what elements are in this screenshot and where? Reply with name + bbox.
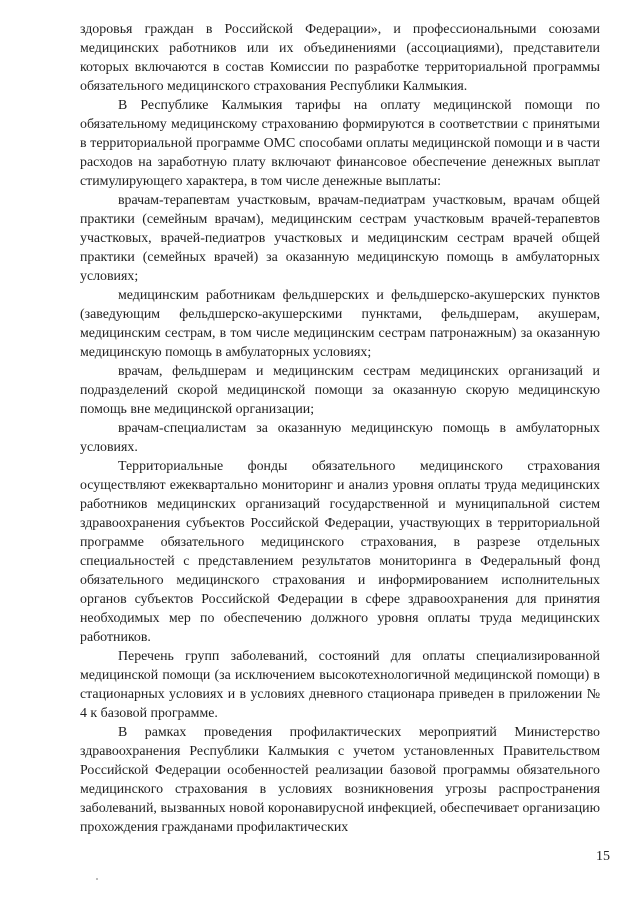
paragraph-2: В Республике Калмыкия тарифы на оплату медицинской помощи по обязательному медицинскому страхованию формируются в соответствии с принятыми в территориальной программе ОМС способами оплаты медицинской помощи и в части расходов на заработную плату включают финансовое обеспечение денежных выплат стимулирующего характера, в том числе денежные выплаты: xyxy=(80,98,600,189)
document-body xyxy=(80,20,600,837)
paragraph-4: медицинским работникам фельдшерских и фельдшерско-акушерских пунктов (заведующим фельдшерско-акушерскими пунктами, фельдшерам, акушерам, медицинским сестрам, в том числе медицинским сестрам патронажным) за оказанную медицинскую помощь в амбулаторных условиях; xyxy=(80,288,600,360)
paragraph-7: Территориальные фонды обязательного медицинского страхования осуществляют ежеквартально мониторинг и анализ уровня оплаты труда медицинских работников медицинских организаций государственной и муниципальной систем здравоохранения субъектов Российской Федерации, участвующих в территориальной программе обязательного медицинского страхования, в разрезе отдельных специальностей с представлением результатов мониторинга в Федеральный фонд обязательного медицинского страхования и информированием исполнительных органов субъектов Российской Федерации в сфере здравоохранения для принятия необходимых мер по обеспечению должного уровня оплаты труда медицинских работников. xyxy=(80,459,600,645)
paragraph-6: врачам-специалистам за оказанную медицинскую помощь в амбулаторных условиях. xyxy=(80,421,600,455)
paragraph-8: Перечень групп заболеваний, состояний для оплаты специализированной медицинской помощи (за исключением высокотехнологичной медицинской помощи) в стационарных условиях и в условиях дневного стационара приведен в приложении № 4 к базовой программе. xyxy=(80,649,600,721)
paragraph-5: врачам, фельдшерам и медицинским сестрам медицинских организаций и подразделений скорой медицинской помощи за оказанную скорую медицинскую помощь вне медицинской организации; xyxy=(80,364,600,417)
paragraph-3: врачам-терапевтам участковым, врачам-педиатрам участковым, врачам общей практики (семейным врачам), медицинским сестрам участковым врачей-терапевтов участковых, врачей-педиатров участковых и медицинским сестрам врачей общей практики (семейных врачей) за оказанную медицинскую помощь в амбулаторных условиях; xyxy=(80,193,600,284)
page-number: 15 xyxy=(596,849,610,864)
paragraph-1: здоровья граждан в Российской Федерации», и профессиональными союзами медицинских работников или их объединениями (ассоциациями), представители которых включаются в состав Комиссии по разработке территориальной программы обязательного медицинского страхования Республики Калмыкия. xyxy=(80,22,600,94)
paragraph-9: В рамках проведения профилактических мероприятий Министерство здравоохранения Республики Калмыкия с учетом установленных Правительством Российской Федерации особенностей реализации базовой программы обязательного медицинского страхования в условиях возникновения угрозы распространения заболеваний, вызванных новой коронавирусной инфекцией, обеспечивает организацию прохождения гражданами профилактических xyxy=(80,725,600,835)
scan-speck xyxy=(96,878,98,880)
